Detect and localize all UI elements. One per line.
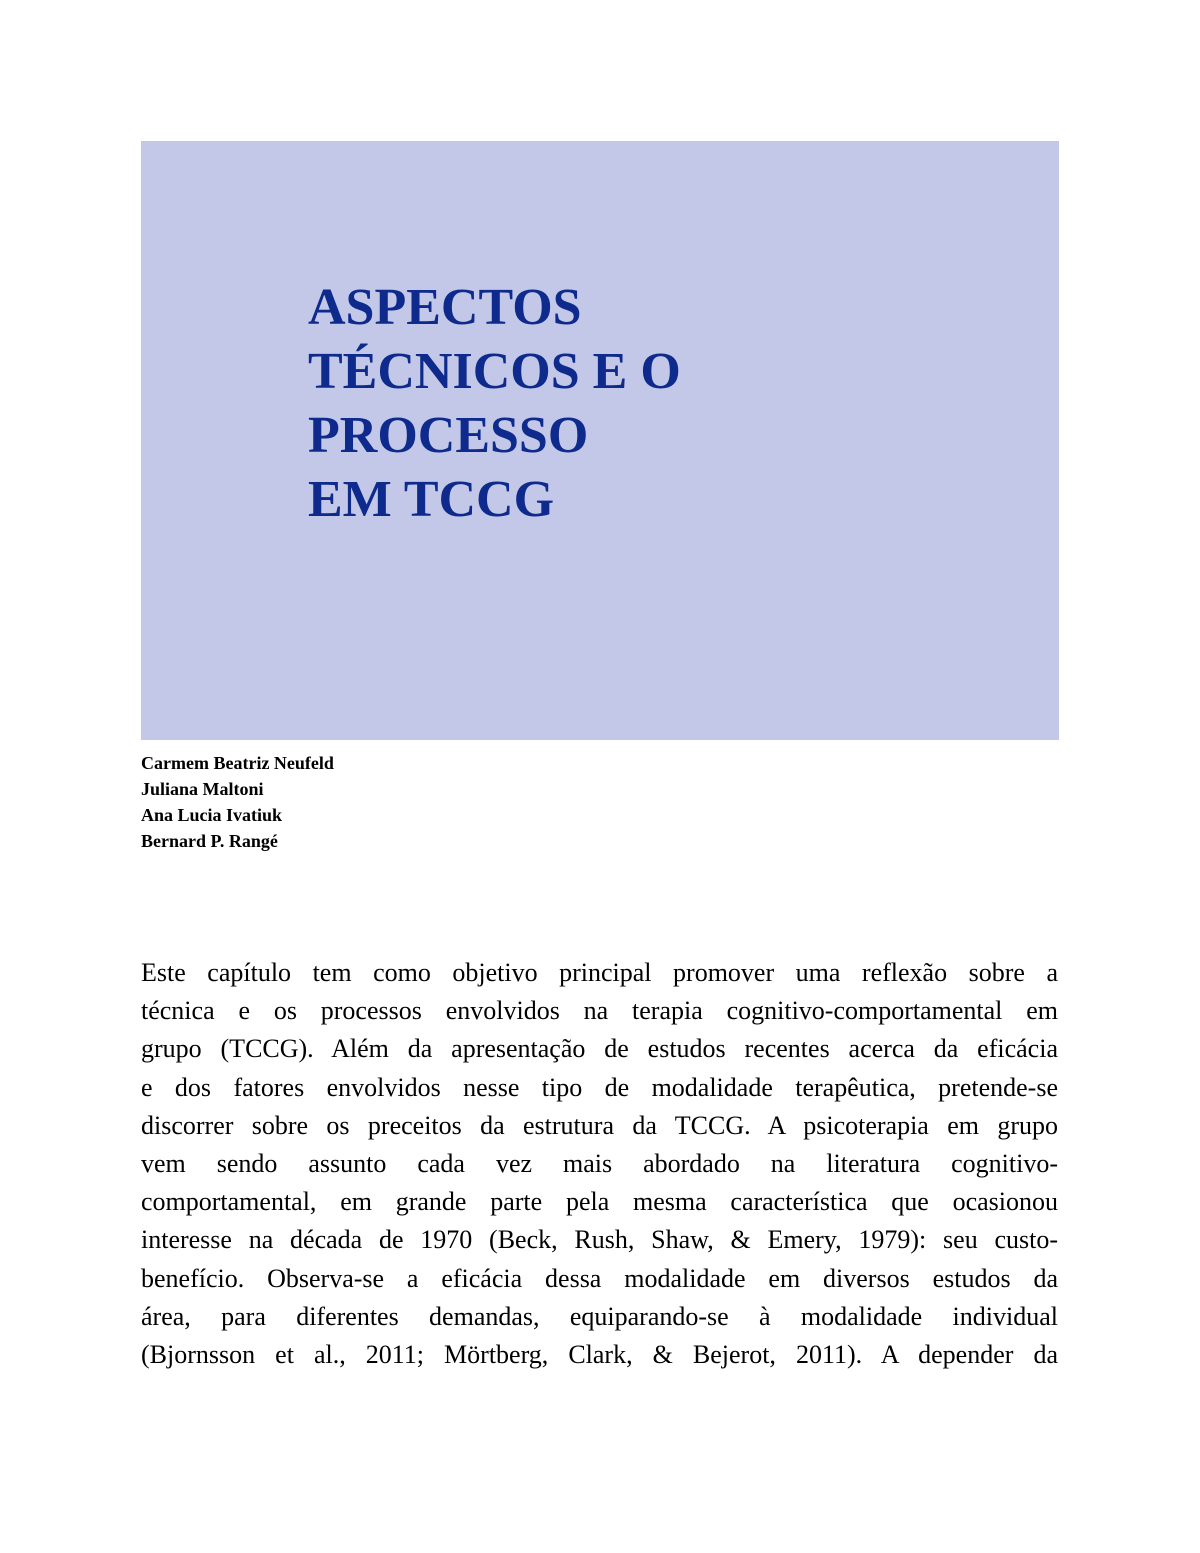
abstract-line: interesse na década de 1970 (Beck, Rush, Shaw, & Emery, 1979): seu custo- bbox=[141, 1225, 1058, 1255]
abstract-line: técnica e os processos envolvidos na terapia cognitivo-comportamental em bbox=[141, 996, 1058, 1026]
abstract-line: benefício. Observa-se a eficácia dessa modalidade em diversos estudos da bbox=[141, 1263, 1058, 1293]
chapter-title bbox=[308, 276, 681, 532]
author-name: Carmem Beatriz Neufeld bbox=[141, 753, 334, 773]
author-list bbox=[141, 750, 334, 854]
abstract-line: (Bjornsson et al., 2011; Mörtberg, Clark, & Bejerot, 2011). A depender da bbox=[141, 1339, 1058, 1369]
chapter-title-line: ASPECTOS bbox=[308, 279, 582, 336]
abstract-line: grupo (TCCG). Além da apresentação de estudos recentes acerca da eficácia bbox=[141, 1034, 1058, 1064]
chapter-title-line: EM TCCG bbox=[308, 471, 555, 528]
abstract-line: vem sendo assunto cada vez mais abordado na literatura cognitivo- bbox=[141, 1148, 1058, 1178]
abstract-line: área, para diferentes demandas, equiparando-se à modalidade individual bbox=[141, 1301, 1058, 1331]
author-name: Juliana Maltoni bbox=[141, 779, 264, 799]
abstract-line: e dos fatores envolvidos nesse tipo de modalidade terapêutica, pretende-se bbox=[141, 1072, 1058, 1102]
abstract-paragraph bbox=[141, 954, 1058, 1374]
chapter-title-line: TÉCNICOS E O bbox=[308, 343, 681, 400]
abstract-line: discorrer sobre os preceitos da estrutura da TCCG. A psicoterapia em grupo bbox=[141, 1110, 1058, 1140]
chapter-title-line: PROCESSO bbox=[308, 407, 589, 464]
abstract-line: Este capítulo tem como objetivo principal promover uma reflexão sobre a bbox=[141, 958, 1058, 987]
abstract-line: comportamental, em grande parte pela mesma característica que ocasionou bbox=[141, 1187, 1058, 1217]
author-name: Bernard P. Rangé bbox=[141, 831, 278, 851]
title-banner bbox=[141, 141, 1059, 740]
author-name: Ana Lucia Ivatiuk bbox=[141, 805, 283, 825]
